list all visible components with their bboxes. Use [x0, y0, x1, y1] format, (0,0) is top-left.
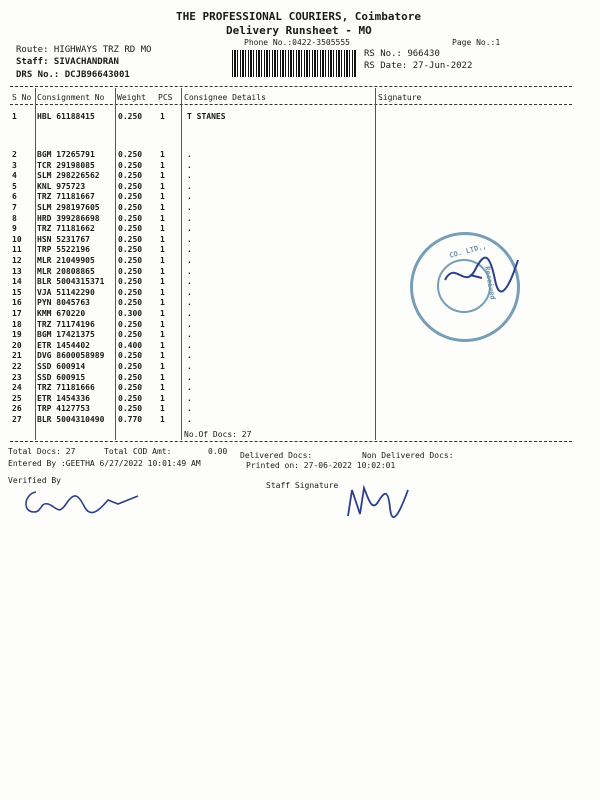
row-consignment: HRD 399286698: [37, 213, 100, 223]
row-pcs: 1: [160, 319, 165, 329]
row-pcs: 1: [160, 383, 165, 393]
row-weight: 0.250: [118, 112, 143, 121]
row-consignee: .: [187, 351, 192, 361]
row-sno: 22: [12, 362, 22, 371]
row-consignee: .: [187, 213, 192, 223]
row-pcs: 1: [160, 393, 165, 403]
row-consignment: MLR 20808865: [37, 266, 95, 276]
row-consignment: SLM 298226562: [37, 171, 100, 181]
row-pcs: 1: [160, 150, 165, 159]
company-name: THE PROFESSIONAL COURIERS, Coimbatore: [176, 10, 422, 23]
row-sno: 3: [12, 160, 17, 170]
row-sno: 7: [12, 203, 17, 212]
table-row: [10, 150, 570, 159]
row-pcs: 1: [160, 192, 165, 202]
table-row: [10, 224, 570, 233]
verifier-signature: [18, 482, 148, 522]
total-cod-label: Total COD Amt:: [104, 447, 172, 456]
row-pcs: 1: [160, 372, 165, 382]
row-consignee: .: [187, 224, 192, 234]
row-pcs: 1: [160, 415, 165, 424]
row-pcs: 1: [160, 287, 165, 297]
row-sno: 15: [12, 287, 22, 297]
col-header-consignment: Consignment No: [37, 93, 105, 102]
row-sno: 2: [12, 150, 17, 159]
row-pcs: 1: [160, 266, 165, 276]
row-sno: 25: [12, 393, 22, 403]
row-sno: 21: [12, 351, 22, 361]
barcode: [232, 50, 356, 77]
row-weight: 0.250: [118, 192, 143, 202]
row-consignee: .: [187, 203, 192, 212]
row-consignment: BLR 5004315371: [37, 277, 105, 287]
row-consignee: .: [187, 362, 192, 371]
row-weight: 0.250: [118, 277, 143, 287]
table-row: [10, 404, 570, 413]
staff-signature-label: Staff Signature: [266, 481, 339, 490]
row-weight: 0.250: [118, 150, 143, 159]
row-weight: 0.250: [118, 245, 143, 255]
row-pcs: 1: [160, 203, 165, 212]
verified-by-label: Verified By: [8, 476, 61, 485]
staff-name: Staff: SIVACHANDRAN: [16, 57, 119, 67]
entered-by: Entered By :GEETHA 6/27/2022 10:01:49 AM: [8, 459, 201, 468]
row-consignment: VJA 51142290: [37, 287, 95, 297]
table-row: [10, 341, 570, 350]
row-consignee: T STANES: [187, 112, 226, 121]
row-sno: 20: [12, 340, 22, 350]
row-pcs: 1: [160, 277, 165, 287]
row-weight: 0.250: [118, 203, 143, 212]
table-row: [10, 203, 570, 212]
total-docs: Total Docs: 27: [8, 447, 76, 456]
row-consignee: .: [187, 150, 192, 159]
row-consignment: MLR 21049905: [37, 256, 95, 265]
row-consignment: DVG 8600058989: [37, 351, 105, 361]
drs-number: DRS No.: DCJB96643001: [16, 70, 130, 80]
row-sno: 13: [12, 266, 22, 276]
col-header-signature: Signature: [378, 93, 422, 102]
row-weight: 0.250: [118, 330, 143, 340]
row-pcs: 1: [160, 330, 165, 340]
row-consignee: .: [187, 160, 192, 170]
row-consignee: .: [187, 234, 192, 244]
row-consignment: TRZ 71181666: [37, 383, 95, 393]
row-pcs: 1: [160, 404, 165, 414]
row-consignee: .: [187, 181, 192, 191]
row-pcs: 1: [160, 171, 165, 181]
row-consignee: .: [187, 415, 192, 424]
row-sno: 1: [12, 112, 17, 121]
row-sno: 12: [12, 256, 22, 265]
table-row: [10, 192, 570, 201]
row-consignee: .: [187, 330, 192, 340]
row-consignee: .: [187, 383, 192, 393]
table-row: [10, 112, 570, 121]
delivered-docs: Delivered Docs:: [240, 451, 313, 460]
rs-number: RS No.: 966430: [364, 49, 440, 59]
row-consignment: BGM 17421375: [37, 330, 95, 340]
table-row: [10, 362, 570, 371]
table-header-rule: [10, 104, 572, 105]
row-pcs: 1: [160, 181, 165, 191]
row-sno: 5: [12, 181, 17, 191]
row-sno: 24: [12, 383, 22, 393]
row-sno: 16: [12, 298, 22, 308]
row-consignee: .: [187, 245, 192, 255]
row-weight: 0.250: [118, 224, 143, 234]
row-consignment: TRZ 71174196: [37, 319, 95, 329]
col-header-pcs: PCS: [158, 93, 173, 102]
table-row: [10, 182, 570, 191]
row-weight: 0.250: [118, 319, 143, 329]
row-consignee: .: [187, 277, 192, 287]
row-consignee: .: [187, 298, 192, 308]
row-sno: 23: [12, 372, 22, 382]
row-consignment: TRZ 71181667: [37, 192, 95, 202]
row-consignee: .: [187, 171, 192, 181]
table-row: [10, 214, 570, 223]
row-consignment: TRP 5522196: [37, 245, 90, 255]
col-header-consignee: Consignee Details: [184, 93, 266, 102]
row-weight: 0.770: [118, 415, 143, 424]
row-weight: 0.250: [118, 287, 143, 297]
row-consignment: HSN 5231767: [37, 234, 90, 244]
row-sno: 6: [12, 192, 17, 202]
row-consignment: BGM 17265791: [37, 150, 95, 159]
row-pcs: 1: [160, 298, 165, 308]
row-consignee: .: [187, 266, 192, 276]
row-consignee: .: [187, 404, 192, 414]
row-consignee: .: [187, 256, 192, 265]
printed-on: Printed on: 27-06-2022 10:02:01: [246, 461, 396, 470]
row-pcs: 1: [160, 234, 165, 244]
row-consignment: KNL 975723: [37, 181, 86, 191]
row-weight: 0.250: [118, 298, 143, 308]
row-weight: 0.250: [118, 393, 143, 403]
table-row: [10, 383, 570, 392]
row-sno: 27: [12, 415, 22, 424]
route: Route: HIGHWAYS TRZ RD MO: [16, 45, 152, 55]
row-consignee: .: [187, 309, 192, 318]
row-weight: 0.400: [118, 340, 143, 350]
row-consignment: KMM 670220: [37, 309, 86, 318]
row-weight: 0.250: [118, 213, 143, 223]
row-sno: 14: [12, 277, 22, 287]
table-row: [10, 373, 570, 382]
row-sno: 19: [12, 330, 22, 340]
page-number: Page No.:1: [452, 38, 501, 47]
row-consignment: BLR 5004310490: [37, 415, 105, 424]
row-pcs: 1: [160, 256, 165, 265]
row-consignee: .: [187, 319, 192, 329]
col-header-sno: S No: [12, 93, 32, 102]
row-pcs: 1: [160, 224, 165, 234]
row-consignment: SLM 298197605: [37, 203, 100, 212]
no-of-docs: No.Of Docs: 27: [184, 430, 252, 439]
row-consignment: TRZ 71181662: [37, 224, 95, 234]
total-cod-value: 0.00: [208, 447, 228, 456]
row-pcs: 1: [160, 340, 165, 350]
row-weight: 0.300: [118, 309, 143, 318]
row-weight: 0.250: [118, 234, 143, 244]
row-consignment: ETR 1454402: [37, 340, 90, 350]
row-consignment: SSD 600915: [37, 372, 86, 382]
row-consignee: .: [187, 340, 192, 350]
row-pcs: 1: [160, 362, 165, 371]
row-pcs: 1: [160, 245, 165, 255]
table-row: [10, 394, 570, 403]
row-consignment: ETR 1454336: [37, 393, 90, 403]
phone-number: Phone No.:0422-3505555: [244, 38, 350, 47]
row-sno: 10: [12, 234, 22, 244]
runsheet-title: Delivery Runsheet - MO: [226, 24, 372, 37]
row-weight: 0.250: [118, 372, 143, 382]
row-consignment: TRP 4127753: [37, 404, 90, 414]
row-pcs: 1: [160, 309, 165, 318]
row-sno: 18: [12, 319, 22, 329]
stamp-signature: [440, 250, 520, 300]
table-row: [10, 351, 570, 360]
row-weight: 0.250: [118, 362, 143, 371]
row-weight: 0.250: [118, 266, 143, 276]
row-sno: 4: [12, 171, 17, 181]
row-pcs: 1: [160, 160, 165, 170]
row-consignee: .: [187, 372, 192, 382]
seal-text: CO. LTD.,: [448, 242, 488, 260]
row-sno: 11: [12, 245, 22, 255]
row-consignment: PYN 8045763: [37, 298, 90, 308]
row-weight: 0.250: [118, 171, 143, 181]
row-pcs: 1: [160, 213, 165, 223]
row-weight: 0.250: [118, 351, 143, 361]
row-weight: 0.250: [118, 404, 143, 414]
table-top-rule: [10, 86, 572, 87]
staff-signature: [338, 478, 418, 523]
row-consignee: .: [187, 393, 192, 403]
row-weight: 0.250: [118, 256, 143, 265]
row-pcs: 1: [160, 351, 165, 361]
row-sno: 26: [12, 404, 22, 414]
row-pcs: 1: [160, 112, 165, 121]
table-row: [10, 161, 570, 170]
col-header-weight: Weight: [117, 93, 146, 102]
row-consignment: TCR 29198085: [37, 160, 95, 170]
row-weight: 0.250: [118, 181, 143, 191]
rs-date: RS Date: 27-Jun-2022: [364, 61, 473, 71]
row-sno: 9: [12, 224, 17, 234]
row-consignment: HBL 61188415: [37, 112, 95, 121]
non-delivered-docs: Non Delivered Docs:: [362, 451, 454, 460]
row-consignee: .: [187, 192, 192, 202]
seal-text: Received: [482, 265, 497, 301]
table-bottom-rule: [10, 441, 572, 442]
table-row: [10, 415, 570, 424]
row-consignment: SSD 600914: [37, 362, 86, 371]
row-sno: 8: [12, 213, 17, 223]
row-weight: 0.250: [118, 160, 143, 170]
row-weight: 0.250: [118, 383, 143, 393]
row-consignee: .: [187, 287, 192, 297]
row-sno: 17: [12, 309, 22, 318]
table-row: [10, 171, 570, 180]
